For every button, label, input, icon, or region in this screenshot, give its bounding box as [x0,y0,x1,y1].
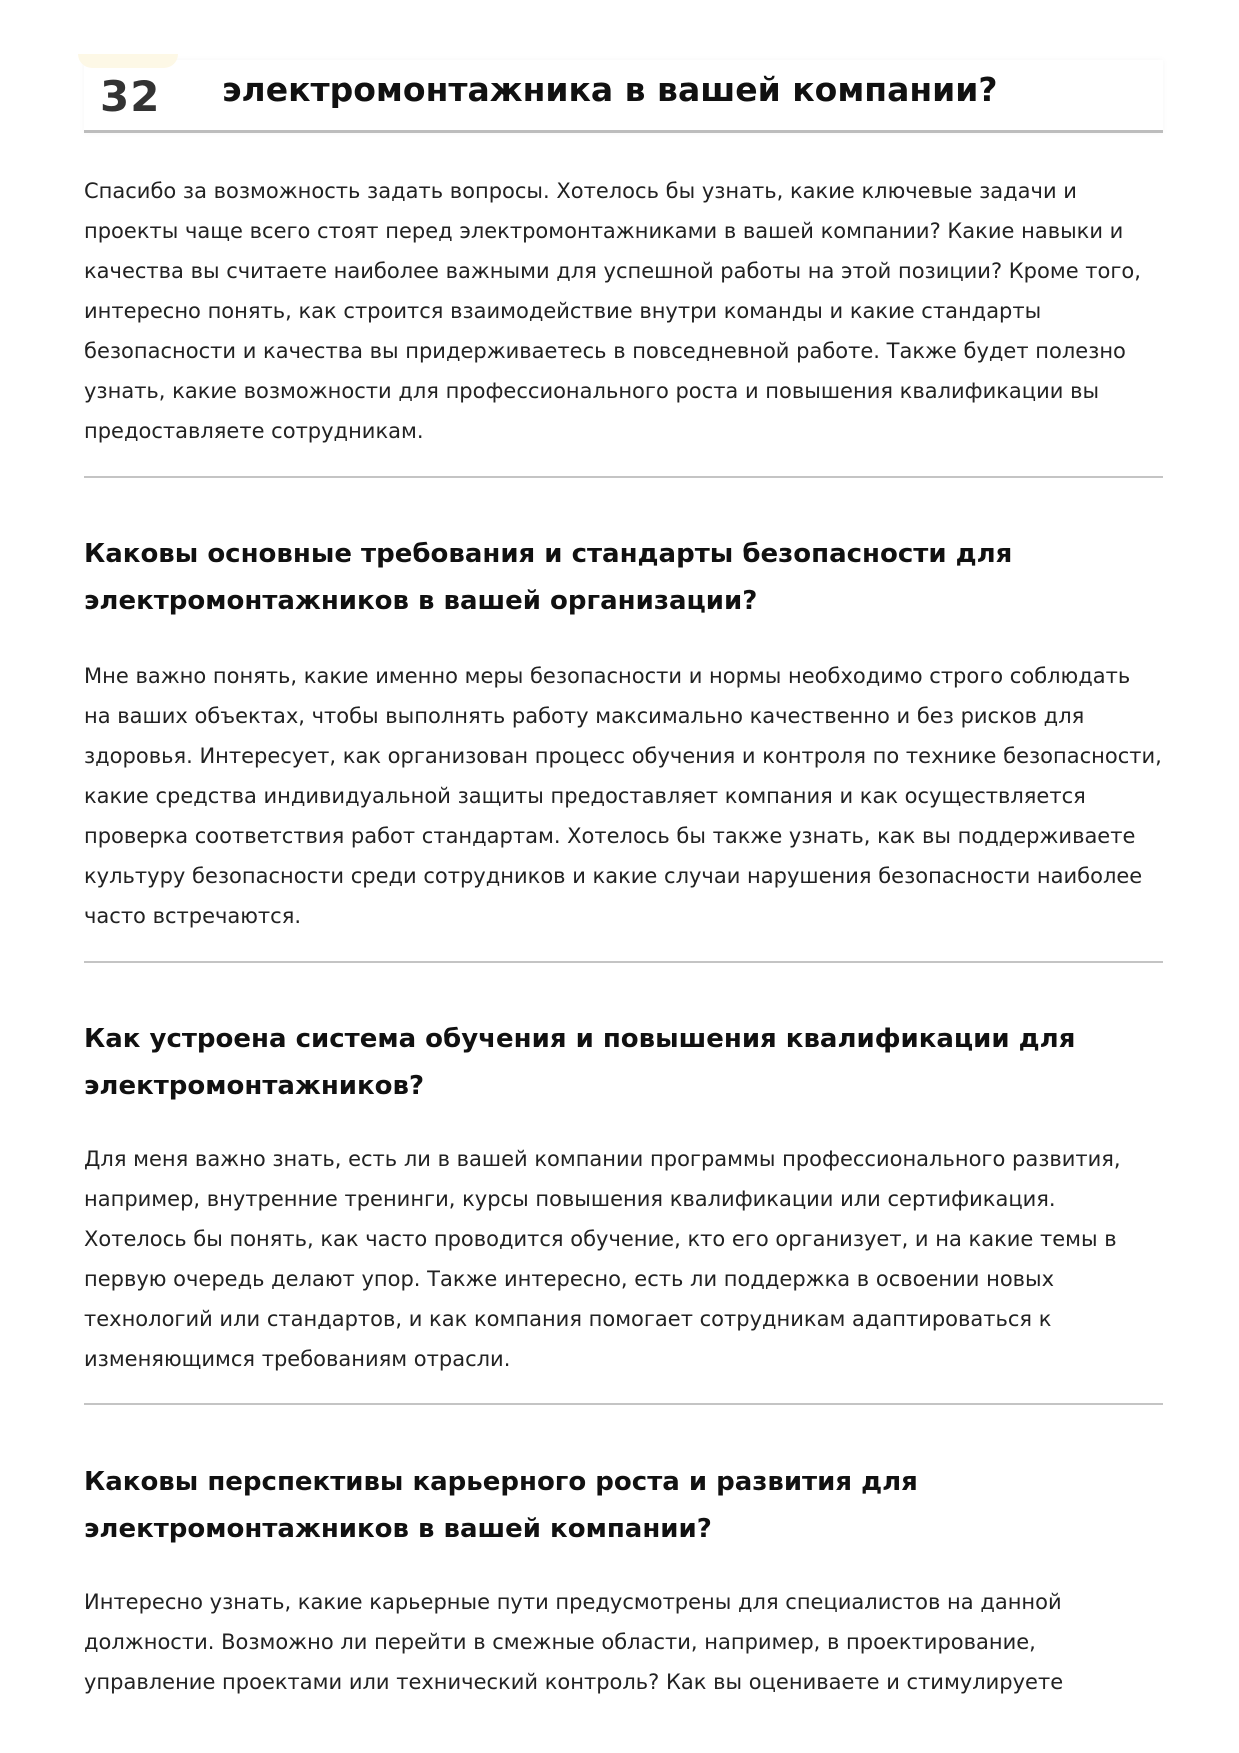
section-paragraph: Мне важно понять, какие именно меры безопасности и нормы необходимо строго соблюдать на ваших объектах, чтобы выполнять работу максимально качественно и без рисков для здоровья. Интересует, как организован процесс обучения и контроля по технике безопасности, какие средства индивидуальной защиты предоставляет компания и как осуществляется проверка соответствия работ стандартам. Хотелось бы также узнать, как вы поддерживаете культуру безопасности среди сотрудников и какие случаи нарушения безопасности наиболее часто встречаются. [84,664,1162,928]
question-number: 32 [100,72,161,121]
question-header [84,60,1163,133]
divider [84,1403,1163,1405]
section-heading: Как устроена система обучения и повышения квалификации для электромонтажников? [84,1024,1076,1101]
divider [84,476,1163,478]
section-paragraph: Для меня важно знать, есть ли в вашей компании программы профессионального развития, например, внутренние тренинги, курсы повышения квалификации или сертификация. Хотелось бы понять, как часто проводится обучение, кто его организует, и на какие темы в первую очередь делают упор. Также интересно, есть ли поддержка в освоении новых технологий или стандартов, и как компания помогает сотрудникам адаптироваться к изменяющимся требованиям отрасли. [84,1147,1121,1371]
section-heading: Каковы основные требования и стандарты безопасности для электромонтажников в вашей организации? [84,539,1013,616]
divider [84,961,1163,963]
header-tab-decoration [78,54,178,68]
section-paragraph: Интересно узнать, какие карьерные пути предусмотрены для специалистов на данной должности. Возможно ли перейти в смежные области, например, в проектирование, управление проектами или технический контроль? Как вы оцениваете и стимулируете [84,1590,1064,1694]
answer-paragraph: Спасибо за возможность задать вопросы. Хотелось бы узнать, какие ключевые задачи и проекты чаще всего стоят перед электромонтажниками в вашей компании? Какие навыки и качества вы считаете наиболее важными для успешной работы на этой позиции? Кроме того, интересно понять, как строится взаимодействие внутри команды и какие стандарты безопасности и качества вы придерживаетесь в повседневной работе. Также будет полезно узнать, какие возможности для профессионального роста и повышения квалификации вы предоставляете сотрудникам. [84,179,1141,443]
section-heading: Каковы перспективы карьерного роста и развития для электромонтажников в вашей компании? [84,1467,918,1544]
question-title: электромонтажника в вашей компании? [222,70,998,109]
